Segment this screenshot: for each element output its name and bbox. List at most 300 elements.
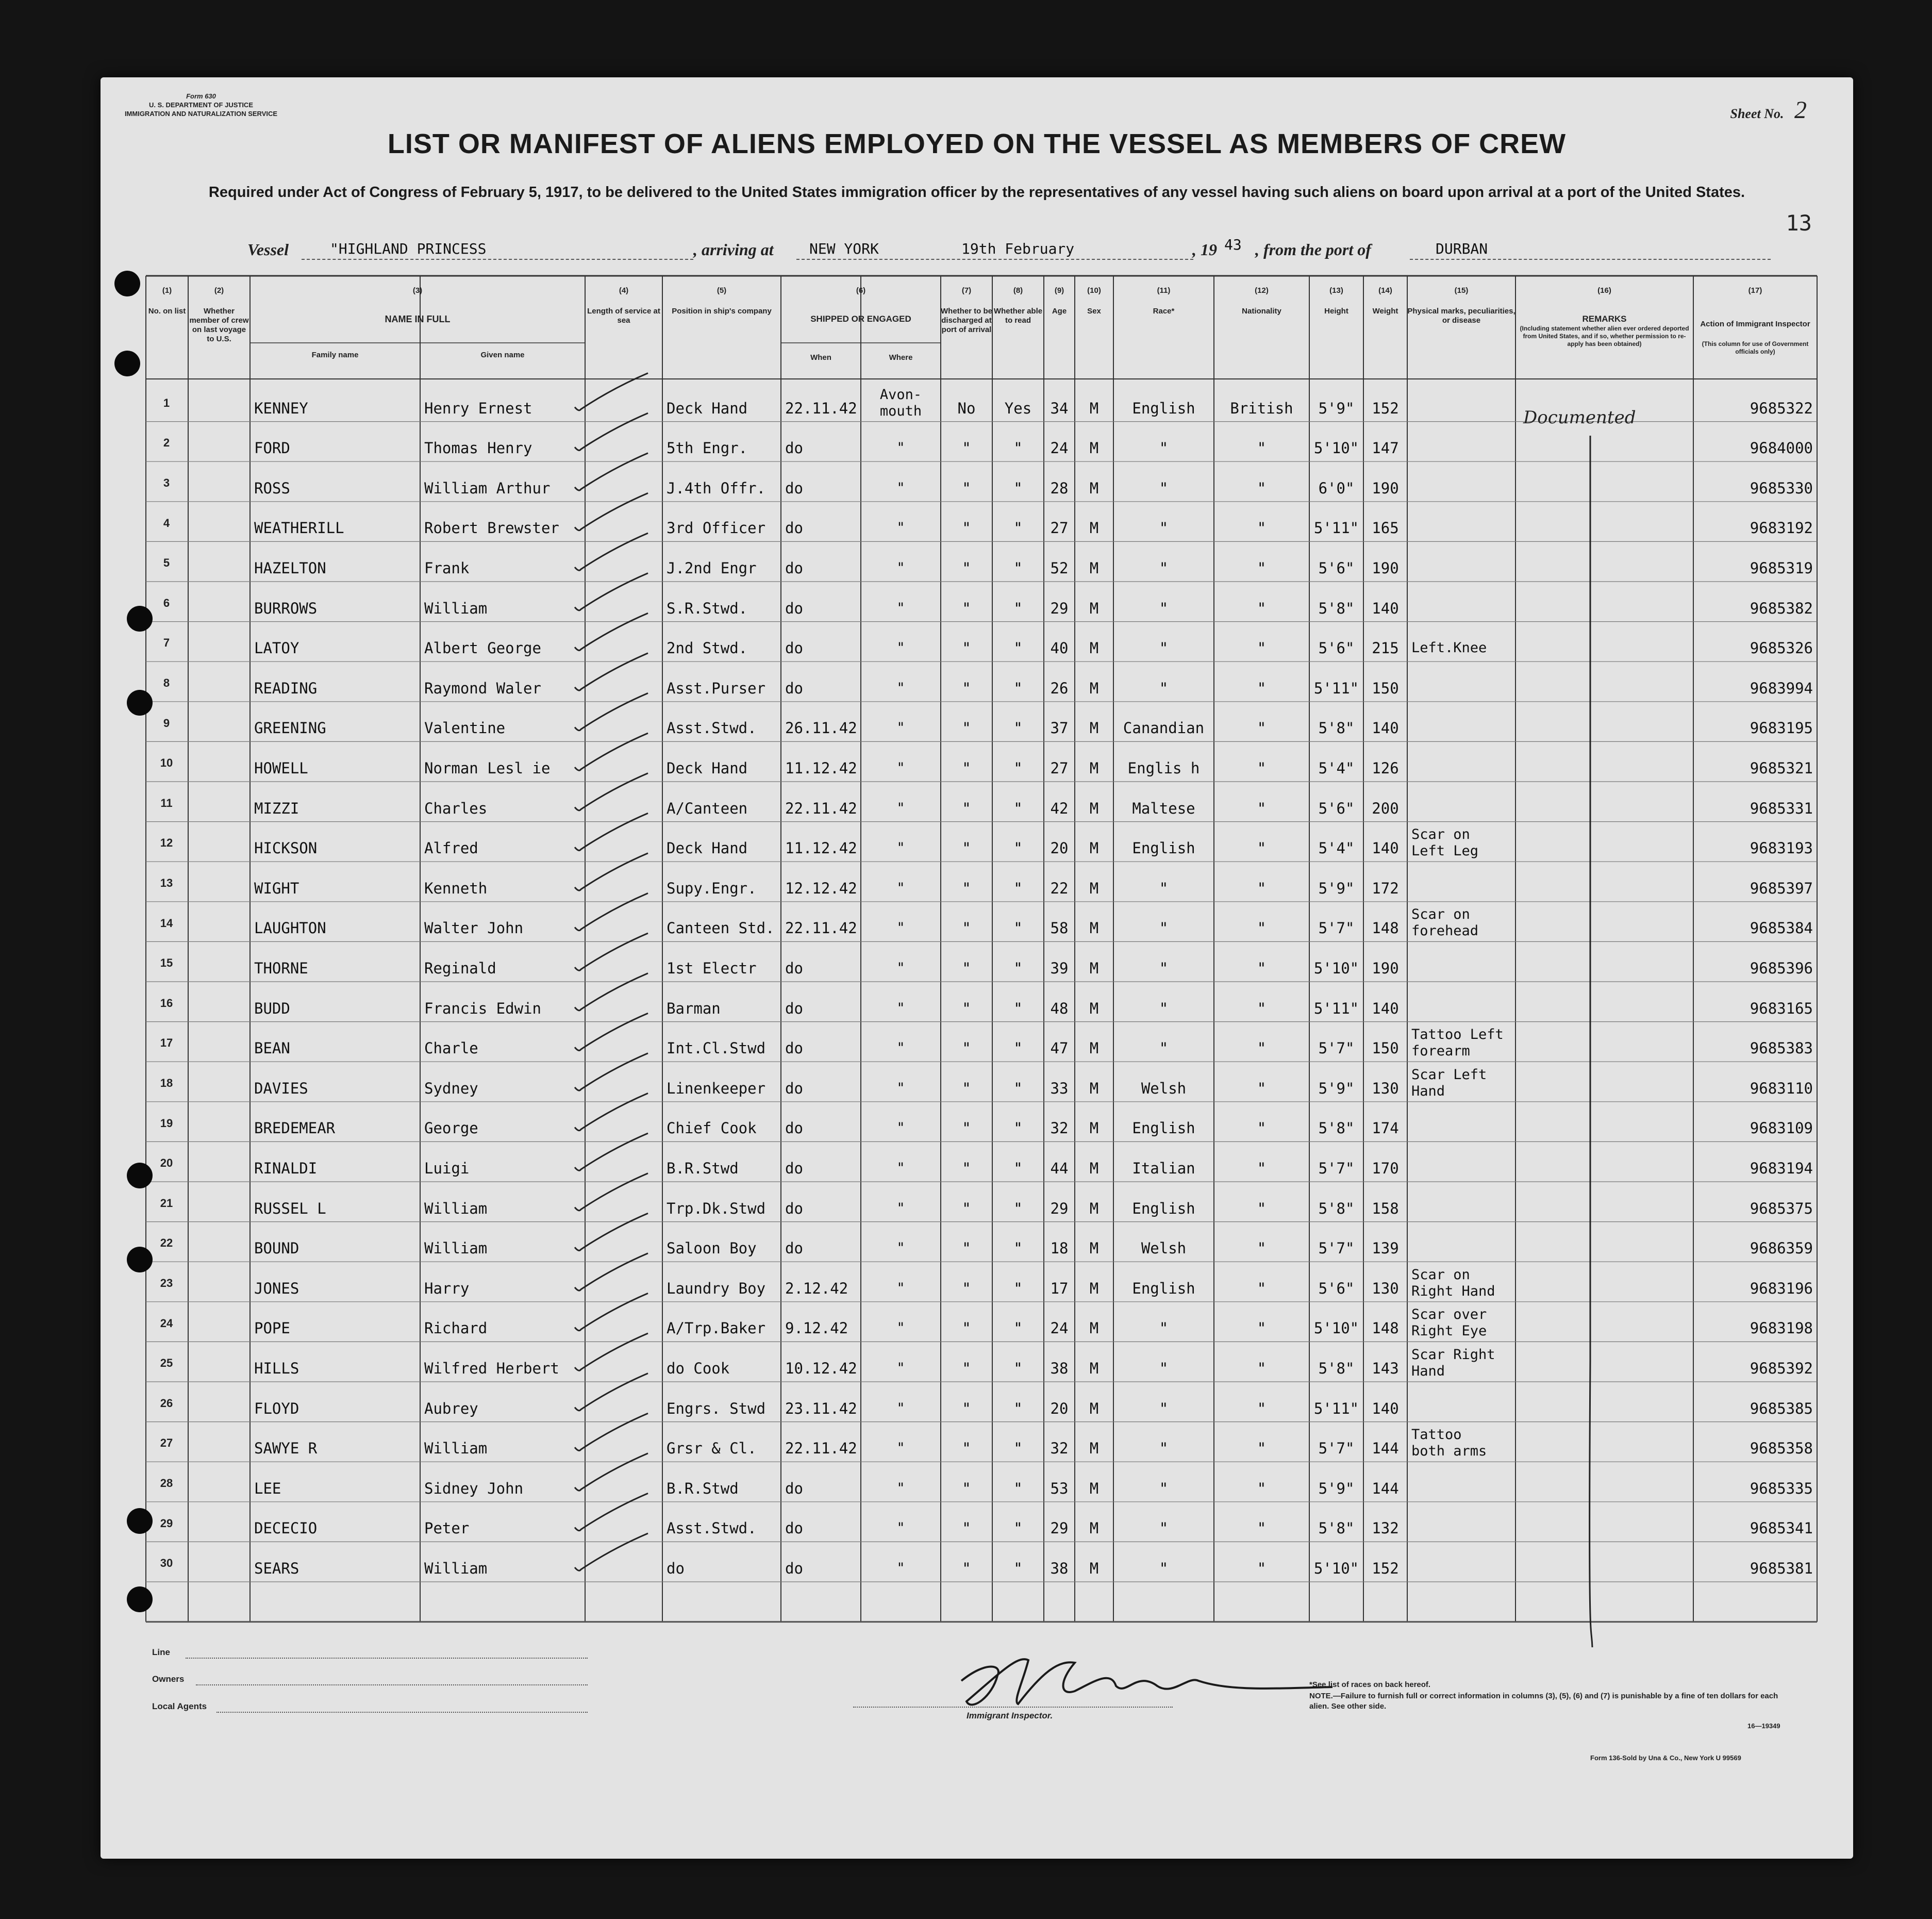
inspector-signature [941, 1640, 1343, 1717]
family-name-cell: WEATHERILL [254, 519, 344, 537]
sex-cell: M [1089, 960, 1099, 977]
row-number: 5 [163, 556, 170, 570]
height-cell: 5'11" [1313, 679, 1359, 697]
check-mark [575, 1293, 648, 1330]
age-cell: 26 [1050, 679, 1069, 697]
given-name-cell: Wilfred Herbert [424, 1360, 559, 1377]
shipped-where-cell: " [896, 880, 905, 896]
check-mark [575, 893, 648, 930]
shipped-where-cell: " [896, 800, 905, 816]
row-number: 8 [163, 676, 170, 689]
shipped-when-cell: 12.12.42 [785, 879, 857, 897]
age-cell: 44 [1050, 1160, 1069, 1177]
column-header: Age [1052, 307, 1067, 316]
sex-cell: M [1089, 439, 1099, 457]
height-cell: 5'6" [1318, 799, 1355, 817]
nationality-cell: " [1257, 799, 1267, 817]
arriving-label: , arriving at [693, 240, 774, 259]
height-cell: 5'8" [1318, 719, 1355, 737]
age-cell: 24 [1050, 439, 1069, 457]
age-cell: 24 [1050, 1319, 1069, 1337]
inspector-action-cell: 9683109 [1750, 1119, 1813, 1137]
discharged-cell: " [962, 1440, 971, 1458]
weight-cell: 148 [1372, 1319, 1399, 1337]
weight-cell: 190 [1372, 479, 1399, 497]
column-header: (2) [214, 286, 224, 295]
given-name-cell: Harry [424, 1279, 470, 1297]
age-cell: 27 [1050, 519, 1069, 537]
discharged-cell: " [962, 839, 971, 857]
department-name: U. S. DEPARTMENT OF JUSTICE [149, 101, 253, 109]
height-cell: 5'6" [1318, 639, 1355, 657]
able-to-read-cell: " [1013, 1399, 1023, 1417]
shipped-when-cell: do [785, 999, 803, 1017]
shipped-where-cell: Avon- mouth [879, 386, 922, 419]
inspector-action-cell: 9683196 [1750, 1279, 1813, 1297]
shipped-when-cell: do [785, 1479, 803, 1497]
races-note: *See list of races on back hereof. [1309, 1680, 1431, 1689]
able-to-read-cell: " [1013, 559, 1023, 577]
column-header: (15) [1454, 286, 1469, 295]
family-name-cell: HILLS [254, 1360, 299, 1377]
race-cell: " [1159, 1360, 1169, 1377]
remarks-ditto-line [1585, 433, 1601, 1650]
weight-cell: 143 [1372, 1360, 1399, 1377]
family-name-cell: ROSS [254, 479, 290, 497]
height-cell: 5'11" [1313, 999, 1359, 1017]
position-cell: Canteen Std. [667, 919, 775, 937]
sheet-number-label: Sheet No. [1730, 106, 1784, 121]
shipped-when-cell: 22.11.42 [785, 919, 857, 937]
remarks-documented: Documented [1523, 407, 1636, 428]
given-name-cell: Albert George [424, 639, 541, 657]
inspector-action-cell: 9685384 [1750, 919, 1813, 937]
shipped-where-cell: " [896, 520, 905, 536]
given-name-cell: George [424, 1119, 478, 1137]
sex-cell: M [1089, 559, 1099, 577]
height-cell: 5'7" [1318, 1440, 1355, 1458]
race-cell: Englis h [1127, 759, 1200, 777]
nationality-cell: British [1230, 399, 1293, 417]
weight-cell: 130 [1372, 1079, 1399, 1097]
discharged-cell: " [962, 1560, 971, 1577]
race-cell: English [1132, 1199, 1195, 1217]
nationality-cell: " [1257, 839, 1267, 857]
punch-hole [127, 1163, 153, 1188]
age-cell: 38 [1050, 1360, 1069, 1377]
race-cell: " [1159, 999, 1169, 1017]
shipped-when-cell: 22.11.42 [785, 799, 857, 817]
age-cell: 20 [1050, 1399, 1069, 1417]
able-to-read-cell: " [1013, 1560, 1023, 1577]
shipped-when-cell: do [785, 1119, 803, 1137]
line-label: Line [152, 1647, 170, 1657]
sex-cell: M [1089, 1560, 1099, 1577]
weight-cell: 150 [1372, 1039, 1399, 1057]
family-name-cell: READING [254, 679, 318, 697]
discharged-cell: " [962, 1279, 971, 1297]
column-header: (1) [162, 286, 172, 295]
position-cell: Asst.Stwd. [667, 719, 757, 737]
sex-cell: M [1089, 1119, 1099, 1137]
check-mark [575, 1013, 648, 1050]
shipped-where-cell: " [896, 1320, 905, 1336]
nationality-cell: " [1257, 1479, 1267, 1497]
given-name-cell: Charles [424, 799, 488, 817]
punch-hole [127, 690, 153, 716]
position-cell: Deck Hand [667, 759, 748, 777]
column-header: (6) [856, 286, 866, 295]
row-number: 9 [163, 716, 170, 730]
column-header: Action of Immigrant Inspector [1700, 320, 1810, 328]
sex-cell: M [1089, 799, 1099, 817]
given-name-cell: Sydney [424, 1079, 478, 1097]
inspector-action-cell: 9685319 [1750, 559, 1813, 577]
shipped-when-cell: do [785, 1160, 803, 1177]
shipped-where-cell: " [896, 720, 905, 736]
discharged-cell: " [962, 879, 971, 897]
position-cell: S.R.Stwd. [667, 599, 748, 617]
discharged-cell: " [962, 719, 971, 737]
check-mark [575, 813, 648, 850]
nationality-cell: " [1257, 919, 1267, 937]
shipped-where-cell: " [896, 680, 905, 696]
age-cell: 27 [1050, 759, 1069, 777]
shipped-where-cell: " [896, 1120, 905, 1136]
column-header: Physical marks, peculiarities, or disease [1407, 307, 1515, 325]
weight-cell: 190 [1372, 559, 1399, 577]
shipped-where-cell: " [896, 1240, 905, 1256]
check-mark [575, 1413, 648, 1450]
able-to-read-cell: " [1013, 1319, 1023, 1337]
sex-cell: M [1089, 1160, 1099, 1177]
nationality-cell: " [1257, 1039, 1267, 1057]
race-cell: English [1132, 1279, 1195, 1297]
check-mark [575, 1173, 648, 1211]
weight-cell: 172 [1372, 879, 1399, 897]
shipped-where-cell: " [896, 760, 905, 776]
sex-cell: M [1089, 1239, 1099, 1258]
shipped-when-cell: do [785, 1079, 803, 1097]
row-number: 23 [160, 1277, 173, 1289]
able-to-read-cell: " [1013, 759, 1023, 777]
discharged-cell: " [962, 1160, 971, 1177]
given-name-cell: Henry Ernest [424, 399, 532, 417]
weight-cell: 126 [1372, 759, 1399, 777]
shipped-where-cell: " [896, 840, 905, 856]
race-cell: " [1159, 1560, 1169, 1577]
given-name-cell: Robert Brewster [424, 519, 559, 537]
given-name-cell: Reginald [424, 960, 496, 977]
able-to-read-cell: " [1013, 639, 1023, 657]
given-name-cell: Luigi [424, 1160, 470, 1177]
owners-label: Owners [152, 1674, 185, 1684]
sex-cell: M [1089, 679, 1099, 697]
nationality-cell: " [1257, 1160, 1267, 1177]
service-name: IMMIGRATION AND NATURALIZATION SERVICE [124, 110, 278, 118]
inspector-action-cell: 9685375 [1750, 1199, 1813, 1217]
family-name-cell: BOUND [254, 1239, 299, 1258]
weight-cell: 140 [1372, 839, 1399, 857]
shipped-where-cell: " [896, 440, 905, 456]
race-cell: Maltese [1132, 799, 1195, 817]
inspector-action-cell: 9685396 [1750, 960, 1813, 977]
age-cell: 32 [1050, 1119, 1069, 1137]
able-to-read-cell: " [1013, 599, 1023, 617]
shipped-when-cell: do [785, 1039, 803, 1057]
column-header: (Including statement whether alien ever ordered deported from United States, and if so, whether permission to re-apply has been obtained) [1520, 325, 1689, 348]
given-name-cell: Sidney John [424, 1479, 524, 1497]
punch-hole [127, 1586, 153, 1612]
position-cell: Chief Cook [667, 1119, 757, 1137]
row-number: 7 [163, 636, 170, 650]
nationality-cell: " [1257, 719, 1267, 737]
position-cell: Laundry Boy [667, 1279, 766, 1297]
age-cell: 39 [1050, 960, 1069, 977]
page-title: LIST OR MANIFEST OF ALIENS EMPLOYED ON THE VESSEL AS MEMBERS OF CREW [387, 128, 1567, 159]
position-cell: J.4th Offr. [667, 479, 766, 497]
column-header: (8) [1013, 286, 1023, 295]
given-name-cell: Raymond Waler [424, 679, 541, 697]
penalty-note: NOTE.—Failure to furnish full or correct information in columns (3), (5), (6) and (7) is punishable by a fine of ten dollars for each alien. See other side. [1309, 1692, 1778, 1711]
check-mark [575, 1493, 648, 1530]
given-name-cell: Aubrey [424, 1399, 478, 1417]
family-name-cell: POPE [254, 1319, 290, 1337]
weight-cell: 152 [1372, 1560, 1399, 1577]
from-port: DURBAN [1436, 240, 1488, 257]
shipped-when-cell: do [785, 479, 803, 497]
shipped-where-cell: " [896, 1080, 905, 1096]
age-cell: 29 [1050, 1199, 1069, 1217]
shipped-where-cell: " [896, 1400, 905, 1416]
shipped-when-cell: 26.11.42 [785, 719, 857, 737]
race-cell: " [1159, 1319, 1169, 1337]
discharged-cell: " [962, 1519, 971, 1537]
sex-cell: M [1089, 879, 1099, 897]
inspector-action-cell: 9685335 [1750, 1479, 1813, 1497]
able-to-read-cell: " [1013, 719, 1023, 737]
check-mark [575, 613, 648, 650]
column-header: Position in ship's company [672, 307, 772, 316]
column-header: SHIPPED OR ENGAGED [810, 314, 911, 324]
able-to-read-cell: " [1013, 999, 1023, 1017]
able-to-read-cell: " [1013, 1239, 1023, 1258]
family-name-cell: THORNE [254, 960, 308, 977]
inspector-action-cell: 9685381 [1750, 1560, 1813, 1577]
row-number: 11 [160, 796, 173, 809]
age-cell: 32 [1050, 1440, 1069, 1458]
position-cell: A/Canteen [667, 799, 748, 817]
shipped-when-cell: 9.12.42 [785, 1319, 848, 1337]
able-to-read-cell: " [1013, 879, 1023, 897]
shipped-where-cell: " [896, 1440, 905, 1457]
column-header: (13) [1329, 286, 1343, 295]
able-to-read-cell: Yes [1004, 399, 1032, 417]
row-number: 29 [160, 1516, 173, 1530]
family-name-cell: FORD [254, 439, 290, 457]
sex-cell: M [1089, 479, 1099, 497]
row-number: 28 [160, 1477, 173, 1490]
weight-cell: 140 [1372, 599, 1399, 617]
race-cell: " [1159, 1479, 1169, 1497]
given-name-cell: Frank [424, 559, 470, 577]
inspector-action-cell: 9685330 [1750, 479, 1813, 497]
row-number: 22 [160, 1236, 173, 1250]
check-mark [575, 1453, 648, 1491]
sex-cell: M [1089, 999, 1099, 1017]
weight-cell: 144 [1372, 1479, 1399, 1497]
inspector-action-cell: 9685322 [1750, 399, 1813, 417]
given-name-cell: Francis Edwin [424, 999, 541, 1017]
check-mark [575, 1213, 648, 1250]
check-mark [575, 1333, 648, 1370]
shipped-when-cell: 23.11.42 [785, 1399, 857, 1417]
weight-cell: 200 [1372, 799, 1399, 817]
sex-cell: M [1089, 1399, 1099, 1417]
height-cell: 5'7" [1318, 1160, 1355, 1177]
shipped-when-cell: do [785, 599, 803, 617]
weight-cell: 150 [1372, 679, 1399, 697]
sex-cell: M [1089, 639, 1099, 657]
able-to-read-cell: " [1013, 799, 1023, 817]
position-cell: B.R.Stwd [667, 1160, 739, 1177]
position-cell: Int.Cl.Stwd [667, 1039, 766, 1057]
age-cell: 42 [1050, 799, 1069, 817]
shipped-when-cell: do [785, 519, 803, 537]
age-cell: 29 [1050, 599, 1069, 617]
punch-hole [127, 1247, 153, 1272]
page-number: 13 [1786, 210, 1812, 236]
family-name-cell: BREDEMEAR [254, 1119, 336, 1137]
race-cell: " [1159, 879, 1169, 897]
row-number: 26 [160, 1396, 173, 1410]
sex-cell: M [1089, 759, 1099, 777]
given-name-cell: William [424, 1199, 488, 1217]
discharged-cell: " [962, 639, 971, 657]
inspector-action-cell: 9683198 [1750, 1319, 1813, 1337]
row-number: 10 [160, 756, 173, 770]
position-cell: Deck Hand [667, 839, 748, 857]
height-cell: 5'6" [1318, 559, 1355, 577]
shipped-where-cell: " [896, 1520, 905, 1536]
family-name-cell: HAZELTON [254, 559, 326, 577]
position-cell: do [667, 1560, 685, 1577]
discharged-cell: " [962, 1039, 971, 1057]
punch-hole [127, 606, 153, 632]
sex-cell: M [1089, 519, 1099, 537]
given-name-cell: Norman Lesl ie [424, 759, 551, 777]
height-cell: 5'8" [1318, 1519, 1355, 1537]
discharged-cell: " [962, 759, 971, 777]
physical-marks-cell: Scar over Right Eye [1411, 1306, 1487, 1339]
position-cell: Supy.Engr. [667, 879, 757, 897]
physical-marks-cell: Scar on Left Leg [1411, 826, 1479, 859]
nationality-cell: " [1257, 1519, 1267, 1537]
row-number: 19 [160, 1116, 173, 1130]
year-suffix: 43 [1224, 236, 1242, 253]
sex-cell: M [1089, 599, 1099, 617]
shipped-when-cell: do [785, 679, 803, 697]
nationality-cell: " [1257, 639, 1267, 657]
discharged-cell: " [962, 1479, 971, 1497]
shipped-where-cell: " [896, 1560, 905, 1576]
row-number: 20 [160, 1156, 173, 1170]
form-number: Form 630 [186, 92, 216, 100]
shipped-where-cell: " [896, 1160, 905, 1176]
vessel-name: "HIGHLAND PRINCESS [330, 240, 487, 257]
race-cell: Welsh [1141, 1239, 1187, 1258]
height-cell: 5'11" [1313, 519, 1359, 537]
age-cell: 20 [1050, 839, 1069, 857]
given-name-cell: Richard [424, 1319, 488, 1337]
discharged-cell: " [962, 1119, 971, 1137]
given-name-cell: Alfred [424, 839, 478, 857]
family-name-cell: GREENING [254, 719, 326, 737]
able-to-read-cell: " [1013, 1279, 1023, 1297]
weight-cell: 190 [1372, 960, 1399, 977]
weight-cell: 165 [1372, 519, 1399, 537]
weight-cell: 158 [1372, 1199, 1399, 1217]
given-name-cell: Charle [424, 1039, 478, 1057]
shipped-where-cell: " [896, 479, 905, 496]
height-cell: 5'10" [1313, 439, 1359, 457]
row-number: 17 [160, 1036, 173, 1050]
race-cell: Welsh [1141, 1079, 1187, 1097]
age-cell: 38 [1050, 1560, 1069, 1577]
inspector-action-cell: 9683192 [1750, 519, 1813, 537]
inspector-action-cell: 9683195 [1750, 719, 1813, 737]
shipped-when-cell: 11.12.42 [785, 759, 857, 777]
race-cell: " [1159, 1519, 1169, 1537]
form-code: 16—19349 [1747, 1722, 1780, 1730]
able-to-read-cell: " [1013, 1519, 1023, 1537]
weight-cell: 152 [1372, 399, 1399, 417]
sex-cell: M [1089, 399, 1099, 417]
family-name-cell: DECECIO [254, 1519, 318, 1537]
weight-cell: 174 [1372, 1119, 1399, 1137]
race-cell: " [1159, 639, 1169, 657]
position-cell: Engrs. Stwd [667, 1399, 766, 1417]
race-cell: " [1159, 960, 1169, 977]
row-number: 25 [160, 1356, 173, 1370]
shipped-when-cell: do [785, 639, 803, 657]
age-cell: 33 [1050, 1079, 1069, 1097]
height-cell: 5'10" [1313, 1560, 1359, 1577]
sex-cell: M [1089, 1279, 1099, 1297]
column-header: (7) [961, 286, 972, 295]
race-cell: " [1159, 1039, 1169, 1057]
inspector-action-cell: 9685331 [1750, 799, 1813, 817]
nationality-cell: " [1257, 1119, 1267, 1137]
column-header: (3) [412, 286, 423, 295]
family-name-cell: DAVIES [254, 1079, 308, 1097]
height-cell: 5'11" [1313, 1399, 1359, 1417]
height-cell: 5'8" [1318, 1119, 1355, 1137]
nationality-cell: " [1257, 1199, 1267, 1217]
shipped-when-cell: do [785, 960, 803, 977]
column-header: Where [889, 353, 913, 362]
shipped-where-cell: " [896, 640, 905, 656]
position-cell: Trp.Dk.Stwd [667, 1199, 766, 1217]
shipped-where-cell: " [896, 1040, 905, 1056]
position-cell: Asst.Stwd. [667, 1519, 757, 1537]
discharged-cell: No [957, 399, 976, 417]
sex-cell: M [1089, 1479, 1099, 1497]
able-to-read-cell: " [1013, 1079, 1023, 1097]
race-cell: " [1159, 679, 1169, 697]
able-to-read-cell: " [1013, 479, 1023, 497]
inspector-action-cell: 9684000 [1750, 439, 1813, 457]
